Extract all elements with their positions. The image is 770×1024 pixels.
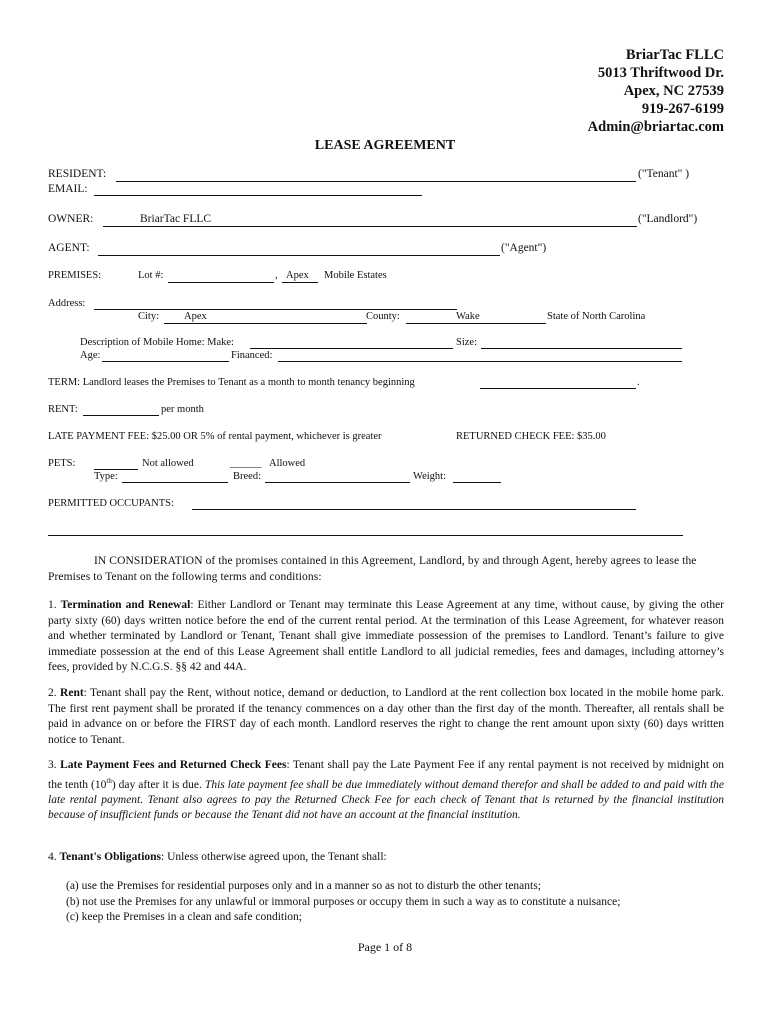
consideration-paragraph: IN CONSIDERATION of the promises contained in this Agreement, Landlord, by and through Agent, hereby agrees to lease the Premises to Tenant on the following terms and conditions: xyxy=(48,555,697,583)
company-email: Admin@briartac.com xyxy=(587,119,724,135)
section-4-number: 4. xyxy=(48,851,57,863)
owner-label: OWNER: xyxy=(48,213,94,225)
type-label: Type: xyxy=(94,471,118,482)
premises-label: PREMISES: xyxy=(48,270,102,281)
section-3-number: 3. xyxy=(48,759,57,771)
term-start-field[interactable] xyxy=(480,388,636,389)
rent-suffix: per month xyxy=(161,404,204,415)
page-number: Page 1 of 8 xyxy=(357,940,413,954)
agent-field[interactable] xyxy=(98,255,500,256)
section-3-body-a: : Tenant shall pay the Late Payment Fee if any rental payment is not received by midnight on the tenth (10 xyxy=(48,759,725,791)
section-3-italic: This late payment fee shall be due immediately without demand therefor and shall be added to and paid with the late rental payment. Tenant also agrees to pay the Returned Check Fee for each check of Tenant that is returned by the financial institution because of insufficient funds or because the Tenant did not have an account at the financial institution. xyxy=(48,778,725,822)
agent-suffix: ("Agent") xyxy=(501,242,547,254)
occupants-field[interactable] xyxy=(192,509,636,510)
not-allowed-label: Not allowed xyxy=(142,458,194,469)
section-1-number: 1. xyxy=(48,599,57,611)
state-text: State of North Carolina xyxy=(547,311,646,322)
park-name: Mobile Estates xyxy=(324,270,387,281)
term-end: . xyxy=(637,377,640,388)
list-item: (c) keep the Premises in a clean and safe condition; xyxy=(66,911,302,923)
lot-separator: , xyxy=(275,270,278,281)
section-2-number: 2. xyxy=(48,687,57,699)
financed-label: Financed: xyxy=(231,350,273,361)
size-field[interactable] xyxy=(481,348,682,349)
section-4-title: Tenant's Obligations xyxy=(59,851,162,863)
breed-label: Breed: xyxy=(233,471,261,482)
owner-value: BriarTac FLLC xyxy=(140,213,212,225)
resident-label: RESIDENT: xyxy=(48,168,107,180)
lot-field[interactable] xyxy=(168,282,274,283)
resident-field[interactable] xyxy=(116,181,636,182)
county-field[interactable] xyxy=(406,323,546,324)
address-field[interactable] xyxy=(94,309,457,310)
allowed-blank[interactable]: ______ xyxy=(230,458,262,469)
premises-city-underline xyxy=(282,282,318,283)
returned-check-text: RETURNED CHECK FEE: $35.00 xyxy=(456,431,606,442)
type-field[interactable] xyxy=(122,482,228,483)
pets-not-allowed-field[interactable] xyxy=(94,469,138,470)
section-3-sup: th xyxy=(106,776,112,785)
rent-field[interactable] xyxy=(83,415,159,416)
occupants-field-2[interactable] xyxy=(48,535,683,536)
breed-field[interactable] xyxy=(265,482,410,483)
financed-field[interactable] xyxy=(278,361,682,362)
section-2-body: : Tenant shall pay the Rent, without notice, demand or deduction, to Landlord at the rent collection box located in the mobile home park. The first rent payment shall be prorated if the tenancy commences on a day other than the first day of the month. Thereafter, all rentals shall be paid in advance on or before the FIRST day of each month. Landlord reserves the right to change the rent amount upon sixty (60) days written notice to Tenant. xyxy=(48,687,725,746)
email-label: EMAIL: xyxy=(48,183,88,195)
landlord-suffix: ("Landlord") xyxy=(638,213,698,225)
company-name: BriarTac FLLC xyxy=(625,47,724,63)
company-header xyxy=(588,46,724,136)
county-label: County: xyxy=(366,311,400,322)
age-field[interactable] xyxy=(102,361,229,362)
obligations-list xyxy=(66,879,620,926)
tenant-suffix: ("Tenant" ) xyxy=(638,168,690,180)
email-field[interactable] xyxy=(94,195,422,196)
address-label: Address: xyxy=(48,298,86,309)
weight-field[interactable] xyxy=(453,482,501,483)
section-obligations xyxy=(48,850,724,866)
list-item: (b) not use the Premises for any unlawful or immoral purposes or occupy them in such a way as to constitute a nuisance; xyxy=(66,895,621,908)
lot-label: Lot #: xyxy=(138,270,164,281)
county-value: Wake xyxy=(456,311,480,322)
allowed-label: Allowed xyxy=(269,458,306,469)
company-phone: 919-267-6199 xyxy=(641,101,724,117)
section-3-body-b: ) day after it is due. xyxy=(111,778,202,791)
document-title: LEASE AGREEMENT xyxy=(314,138,456,153)
age-label: Age: xyxy=(80,350,101,361)
list-item: (a) use the Premises for residential purposes only and in a manner so as not to disturb the other tenants; xyxy=(66,880,541,892)
section-1-body: : Either Landlord or Tenant may terminate this Lease Agreement at any time, without cause, by giving the other party sixty (60) days written notice before the end of the current rental period. At the termination of this Lease Agreement, for whatever reason and whether terminated by Landlord or Tenant, Tenant shall give immediate possession of the premises to Landlord. Tenant’s failure to give immediate possession at the end of this Lease Agreement shall entitle Landlord to all judicial remedies, fees and damages, including attorney’s fees, provided by N.C.G.S. §§ 42 and 44A. xyxy=(48,599,725,673)
occupants-label: PERMITTED OCCUPANTS: xyxy=(48,498,174,509)
owner-field[interactable] xyxy=(103,226,637,227)
pets-label: PETS: xyxy=(48,458,76,469)
section-4-body: : Unless otherwise agreed upon, the Tenant shall: xyxy=(161,851,387,863)
make-field[interactable] xyxy=(250,348,453,349)
rent-label: RENT: xyxy=(48,404,78,415)
premises-city: Apex xyxy=(286,270,309,281)
city-label: City: xyxy=(138,311,160,322)
description-label: Description of Mobile Home: Make: xyxy=(80,337,234,348)
section-2-title: Rent xyxy=(60,687,84,699)
term-text: TERM: Landlord leases the Premises to Tenant as a month to month tenancy beginning xyxy=(48,377,415,388)
size-label: Size: xyxy=(456,337,477,348)
agent-label: AGENT: xyxy=(48,242,90,254)
section-termination xyxy=(48,598,724,676)
late-fee-text: LATE PAYMENT FEE: $25.00 OR 5% of rental payment, whichever is greater xyxy=(48,431,382,442)
section-late-fees xyxy=(48,758,724,824)
city-value: Apex xyxy=(184,311,207,322)
company-street: 5013 Thriftwood Dr. xyxy=(597,65,724,81)
section-3-title: Late Payment Fees and Returned Check Fees xyxy=(60,759,287,771)
weight-label: Weight: xyxy=(413,471,446,482)
city-field[interactable] xyxy=(164,323,367,324)
section-1-title: Termination and Renewal xyxy=(60,599,191,611)
section-rent xyxy=(48,686,724,748)
company-city: Apex, NC 27539 xyxy=(623,83,724,99)
